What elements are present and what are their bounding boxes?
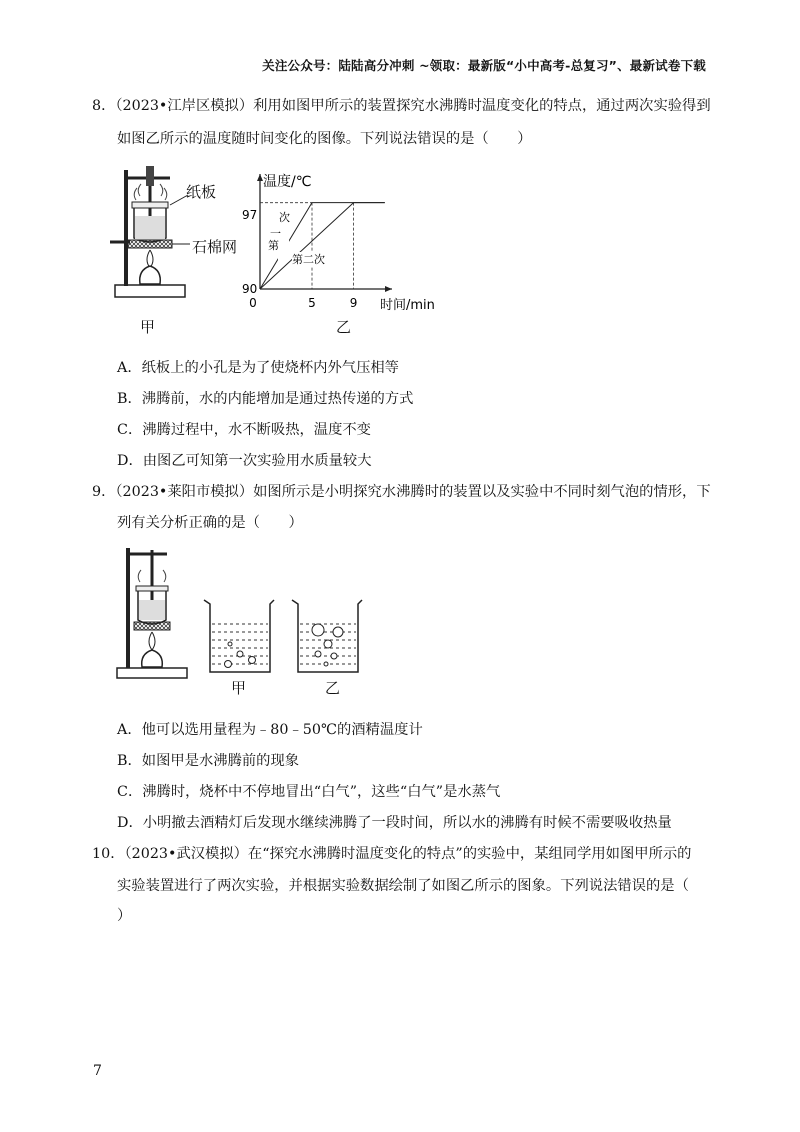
q9-option-b: B．如图甲是水沸腾前的现象 <box>117 753 300 769</box>
annot-first-b: 一 <box>270 227 281 240</box>
x-axis-arrow <box>385 286 392 292</box>
q9-caption-jia: 甲 <box>231 679 247 697</box>
y-axis-label: 温度/℃ <box>263 174 312 190</box>
label-cardboard: 纸板 <box>186 183 217 201</box>
beaker-yi <box>292 600 362 672</box>
beaker-water <box>135 216 165 240</box>
cardboard <box>132 202 168 208</box>
q9-option-c: C．沸腾时，烧杯中不停地冒出“白气”，这些“白气”是水蒸气 <box>117 784 501 800</box>
q9-option-d: D．小明撤去酒精灯后发现水继续沸腾了一段时间，所以水的沸腾有时候不需要吸收热量 <box>117 815 672 831</box>
thermometer-top <box>146 166 154 186</box>
gauze <box>128 240 172 248</box>
y-tick-97: 97 <box>242 208 258 222</box>
q8-option-d: D．由图乙可知第一次实验用水质量较大 <box>117 453 372 469</box>
page-number: 7 <box>93 1063 102 1079</box>
q8-temperature-chart <box>240 168 450 318</box>
q8-option-a: A．纸板上的小孔是为了使烧杯内外气压相等 <box>117 360 399 376</box>
y-tick-90: 90 <box>242 282 258 296</box>
annot-second: 第二次 <box>292 253 325 266</box>
x-axis-label: 时间/min <box>380 298 435 313</box>
stand-rod <box>124 170 128 286</box>
q8-stem-line1: 8．（2023•江岸区模拟）利用如图甲所示的装置探究水沸腾时温度变化的特点，通过两次实验得到 <box>92 98 711 114</box>
q9-stem-line1: 9．（2023•莱阳市模拟）如图所示是小明探究水沸腾时的装置以及实验中不同时刻气泡的情形，下 <box>92 484 711 500</box>
q9-option-a: A．他可以选用量程为﹣80﹣50℃的酒精温度计 <box>117 722 423 738</box>
q8-apparatus-figure <box>110 160 245 305</box>
q8-option-b: B．沸腾前，水的内能增加是通过热传递的方式 <box>117 391 414 407</box>
q9-caption-yi: 乙 <box>325 679 341 697</box>
q10-stem-line1: 10．（2023•武汉模拟）在“探究水沸腾时温度变化的特点”的实验中，某组同学用如图甲所示的 <box>92 846 692 862</box>
q8-option-c: C．沸腾过程中，水不断吸热，温度不变 <box>117 422 371 438</box>
q9-apparatus-figure <box>112 540 197 685</box>
q8-stem-line2: 如图乙所示的温度随时间变化的图像。下列说法错误的是（ ） <box>117 131 532 147</box>
q8-fig-caption-yi: 乙 <box>336 318 352 336</box>
q8-fig-caption-jia: 甲 <box>140 318 156 336</box>
beaker-jia <box>204 600 274 672</box>
annot-first-a: 第 <box>268 239 279 252</box>
q9-bubble-figures <box>200 598 380 678</box>
x-tick-5: 5 <box>308 296 316 310</box>
label-gauze: 石棉网 <box>192 238 238 256</box>
annot-first-c: 次 <box>279 211 290 224</box>
x-tick-9: 9 <box>349 296 358 310</box>
page-header: 关注公众号：陆陆高分冲刺 ~领取：最新版“小中高考-总复习”、最新试卷下载 <box>262 58 706 73</box>
x-tick-0: 0 <box>249 296 257 310</box>
stand-base <box>115 285 185 297</box>
q9-stem-line2: 列有关分析正确的是（ ） <box>117 515 303 531</box>
alcohol-lamp <box>140 266 161 284</box>
q10-stem-line2: 实验装置进行了两次实验，并根据实验数据绘制了如图乙所示的图象。下列说法错误的是（ <box>117 878 689 894</box>
q10-stem-line3: ） <box>117 908 132 924</box>
